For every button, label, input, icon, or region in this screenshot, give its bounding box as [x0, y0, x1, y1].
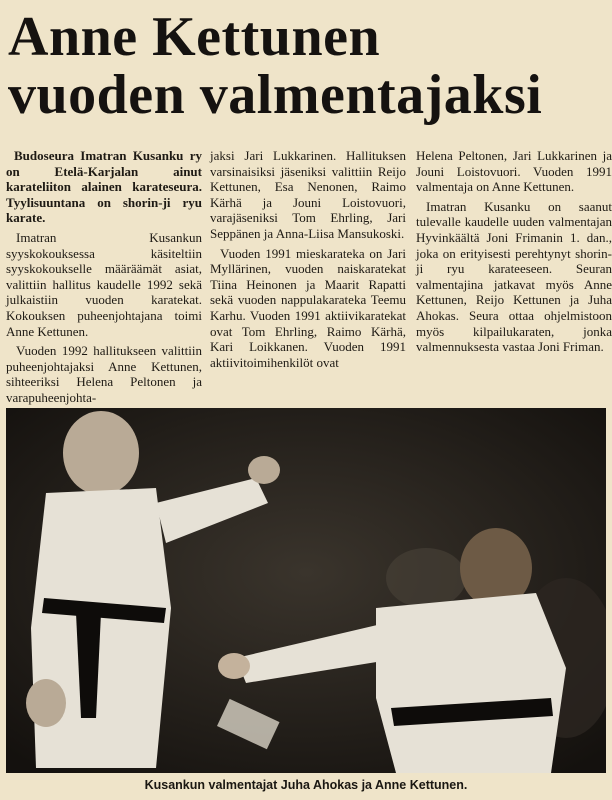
karate-photo	[6, 408, 606, 773]
column-3	[416, 148, 612, 359]
column-2	[210, 148, 406, 374]
headline-line-2: vuoden valmentajaksi	[8, 64, 543, 126]
gi-right	[376, 593, 566, 773]
gi-left	[31, 488, 171, 768]
paragraph: Vuoden 1992 hallitukseen valittiin puheenjohtajaksi Anne Kettunen, sihteeriksi Helena Peltonen ja varapuheenjohta-	[6, 343, 202, 405]
head-left	[63, 411, 139, 495]
paragraph: Imatran Kusankun syyskokouksessa käsiteltiin syyskokoukselle määräämät asiat, valittiin hallitus kaudelle 1992 sekä julkaistiin vuoden karatekat. Kokouksen puheenjohtajana toimi Anne Kettunen.	[6, 229, 202, 339]
hand-left-low	[26, 679, 66, 727]
paragraph: jaksi Jari Lukkarinen. Hallituksen varsinaisiksi jäseniksi valittiin Reijo Kettunen, Esa Nenonen, Raimo Kärhä ja Jouni Loistovuori, varajäseniksi Tom Ehrling, Jari Seppänen ja Anna-Liisa Mansukoski.	[210, 148, 406, 241]
photo-caption: Kusankun valmentajat Juha Ahokas ja Anne Kettunen.	[144, 778, 468, 792]
paragraph: Vuoden 1991 mieskarateka on Jari Myllärinen, vuoden naiskaratekat Tiina Heinonen ja Maarit Rapatti sekä vuoden nappulakarateka Teemu Karhu. Vuoden 1991 aktiivikaratekat ovat Tom Ehrling, Raimo Kärhä, Kari Loikkanen. Vuoden 1991 aktiivitoimihenkilöt ovat	[210, 245, 406, 370]
paragraph: Imatran Kusanku on saanut tulevalle kaudelle uuden valmentajan Hyvinkäältä Joni Frimanin 1. dan., joka on erityisesti perehtynyt shorin-ji ryu karateeseen. Seuran valmentajina jatkavat myös Anne Kettunen, Reijo Kettunen ja Juha Ahokas. Seura ottaa ohjelmistoon myös kilpailukaraten, jonka valmennuksesta vastaa Joni Friman.	[416, 198, 612, 355]
lead-paragraph: Budoseura Imatran Kusanku ry on Etelä-Karjalan ainut karateliiton alainen karateseura. Tyylisuuntana on shorin-ji ryu karate.	[6, 148, 202, 226]
headline-line-1: Anne Kettunen	[8, 6, 381, 68]
headline	[8, 8, 608, 124]
background-figure	[386, 548, 466, 608]
hand-left-raised	[248, 456, 280, 484]
photo-illustration	[6, 408, 606, 773]
article-body	[6, 148, 612, 405]
fist-right	[218, 653, 250, 679]
paragraph: Helena Peltonen, Jari Lukkarinen ja Jouni Loistovuori. Vuoden 1991 valmentaja on Anne Kettunen.	[416, 148, 612, 195]
column-1	[6, 148, 202, 410]
